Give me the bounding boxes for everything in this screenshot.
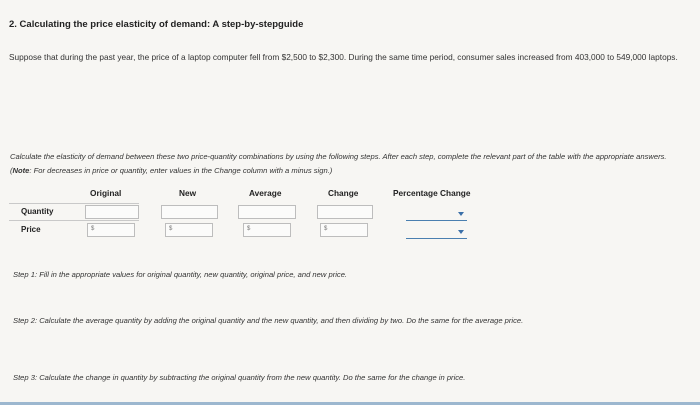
step-1-text: Fill in the appropriate values for original quantity, new quantity, original price, and new price. [37,270,348,279]
col-header-average: Average [249,188,282,198]
row-label-quantity: Quantity [21,207,54,216]
col-header-original: Original [90,188,122,198]
step-3-text: Calculate the change in quantity by subtracting the original quantity from the new quantity. Do the same for the change in price. [37,373,466,382]
problem-statement: Suppose that during the past year, the price of a laptop computer fell from $2,500 to $2,300. During the same time period, consumer sales increased from 403,000 to 549,000 laptops. [9,52,678,62]
col-header-change: Change [328,188,359,198]
row-label-price: Price [21,225,41,234]
step-3-label: Step 3: [13,373,38,382]
price-original-input[interactable]: $ [87,223,135,237]
quantity-percentage-change-dropdown[interactable] [406,207,467,221]
chevron-down-icon [458,212,464,216]
instructions-text: Calculate the elasticity of demand between these two price-quantity combinations by using the following steps. After each step, complete the relevant part of the table with the appropriate answers. ( [10,152,667,175]
note-text: : For decreases in price or quantity, enter values in the Change column with a minus sign.) [29,166,333,175]
price-new-input[interactable]: $ [165,223,213,237]
price-percentage-change-dropdown[interactable] [406,225,467,239]
quantity-new-input[interactable] [161,205,218,219]
note-label: Note [12,166,30,175]
col-header-percentage-change: Percentage Change [393,188,471,198]
chevron-down-icon [458,230,464,234]
step-3 [13,371,683,385]
step-2-text: Calculate the average quantity by adding the original quantity and the new quantity, and then dividing by two. Do the same for the average price. [37,316,524,325]
quantity-change-input[interactable] [317,205,373,219]
step-2 [13,314,683,328]
instructions [10,150,690,178]
step-1-label: Step 1: [13,270,38,279]
quantity-average-input[interactable] [238,205,296,219]
page-title: 2. Calculating the price elasticity of demand: A step-by-stepguide [9,19,304,30]
row-divider [9,220,139,221]
step-2-label: Step 2: [13,316,38,325]
quantity-original-input[interactable] [85,205,139,219]
step-1 [13,268,683,282]
price-change-input[interactable]: $ [320,223,368,237]
col-header-new: New [179,188,197,198]
price-average-input[interactable]: $ [243,223,291,237]
row-divider [9,203,139,204]
